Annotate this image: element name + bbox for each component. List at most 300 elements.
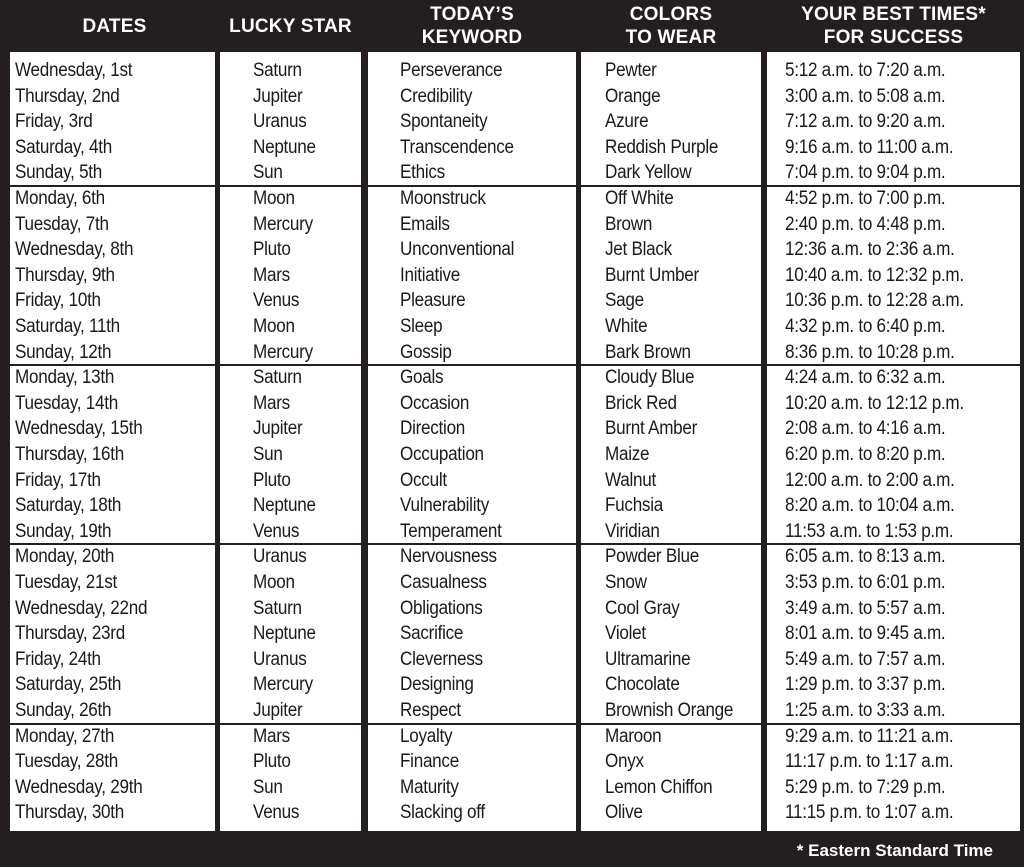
cell-text: Uranus	[253, 546, 307, 568]
table-cell-color	[581, 288, 761, 314]
cell-text: 2:08 a.m. to 4:16 a.m.	[785, 418, 946, 440]
cell-text: Tuesday, 14th	[15, 392, 118, 414]
column-lucky-star	[220, 52, 361, 831]
table-cell-color	[581, 749, 761, 775]
cell-text: 11:53 a.m. to 1:53 p.m.	[785, 520, 954, 542]
cell-text: Jupiter	[253, 700, 303, 721]
table-cell-star	[220, 596, 361, 622]
table-cell-color	[581, 570, 761, 596]
table-cell-star	[220, 263, 361, 289]
table-cell-color	[581, 186, 761, 212]
table-cell-keyword	[368, 237, 576, 263]
table-cell-date	[10, 519, 215, 545]
week-divider	[581, 723, 761, 725]
week-divider	[10, 364, 215, 366]
header-lucky-star: LUCKY STAR	[229, 15, 352, 37]
table-cell-keyword	[368, 570, 576, 596]
cell-text: Jupiter	[253, 418, 303, 440]
table-cell-color	[581, 109, 761, 135]
week-divider	[368, 723, 576, 725]
table-cell-keyword	[368, 468, 576, 494]
table-cell-keyword	[368, 672, 576, 698]
cell-text: Cloudy Blue	[605, 367, 695, 389]
table-cell-date	[10, 493, 215, 519]
table-cell-keyword	[368, 519, 576, 545]
cell-text: 9:29 a.m. to 11:21 a.m.	[785, 725, 954, 747]
table-cell-color	[581, 544, 761, 570]
table-cell-time	[767, 340, 1020, 366]
cell-text: Tuesday, 7th	[15, 213, 109, 235]
table-cell-keyword	[368, 749, 576, 775]
cell-text: Wednesday, 15th	[15, 418, 143, 440]
cell-text: Neptune	[253, 495, 316, 517]
table-cell-keyword	[368, 58, 576, 84]
table-cell-keyword	[368, 596, 576, 622]
header-dates: DATES	[82, 15, 147, 37]
cell-text: Mars	[253, 392, 290, 414]
table-cell-time	[767, 775, 1020, 801]
cell-text: Walnut	[605, 469, 656, 491]
table-cell-time	[767, 519, 1020, 545]
cell-text: Thursday, 16th	[15, 444, 125, 465]
cell-text: Mercury	[253, 674, 313, 696]
cell-text: Maturity	[400, 776, 459, 798]
cell-text: Ethics	[400, 162, 445, 184]
table-cell-time	[767, 621, 1020, 647]
week-divider	[220, 364, 361, 366]
week-divider	[581, 185, 761, 187]
cell-text: Burnt Umber	[605, 264, 699, 286]
cell-text: 8:36 p.m. to 10:28 p.m.	[785, 341, 955, 363]
table-cell-date	[10, 58, 215, 84]
table-cell-star	[220, 544, 361, 570]
table-cell-date	[10, 84, 215, 110]
table-cell-time	[767, 84, 1020, 110]
cell-text: Jet Black	[605, 239, 672, 261]
table-cell-date	[10, 570, 215, 596]
table-cell-star	[220, 621, 361, 647]
cell-text: Onyx	[605, 751, 644, 773]
column-dates	[10, 52, 215, 831]
cell-text: Gossip	[400, 341, 452, 363]
table-cell-star	[220, 416, 361, 442]
cell-text: 6:05 a.m. to 8:13 a.m.	[785, 546, 946, 568]
cell-text: Pleasure	[400, 290, 466, 312]
table-cell-star	[220, 391, 361, 417]
cell-text: Sun	[253, 776, 283, 798]
cell-text: 7:12 a.m. to 9:20 a.m.	[785, 111, 946, 133]
table-cell-date	[10, 135, 215, 161]
cell-text: Wednesday, 8th	[15, 239, 134, 261]
table-cell-keyword	[368, 544, 576, 570]
table-cell-star	[220, 212, 361, 238]
cell-text: Saturn	[253, 597, 302, 619]
week-divider	[368, 364, 576, 366]
table-cell-star	[220, 775, 361, 801]
cell-text: Bark Brown	[605, 341, 691, 363]
cell-text: Saturday, 4th	[15, 136, 112, 158]
table-cell-time	[767, 724, 1020, 750]
cell-text: Temperament	[400, 520, 502, 542]
cell-text: 4:24 a.m. to 6:32 a.m.	[785, 367, 946, 389]
table-cell-star	[220, 570, 361, 596]
table-cell-star	[220, 647, 361, 673]
table-cell-keyword	[368, 135, 576, 161]
table-cell-color	[581, 135, 761, 161]
cell-text: Friday, 17th	[15, 469, 101, 491]
cell-text: Friday, 10th	[15, 290, 101, 312]
table-cell-color	[581, 596, 761, 622]
table-cell-color	[581, 621, 761, 647]
table-cell-star	[220, 314, 361, 340]
cell-text: Jupiter	[253, 85, 303, 107]
week-divider	[10, 185, 215, 187]
table-cell-keyword	[368, 263, 576, 289]
cell-text: Moon	[253, 316, 295, 337]
table-cell-time	[767, 493, 1020, 519]
cell-text: Thursday, 9th	[15, 264, 115, 286]
cell-text: Perseverance	[400, 60, 503, 81]
cell-text: 3:53 p.m. to 6:01 p.m.	[785, 572, 946, 593]
table-cell-keyword	[368, 84, 576, 110]
cell-text: Moonstruck	[400, 188, 486, 209]
table-cell-date	[10, 263, 215, 289]
table-cell-date	[10, 212, 215, 238]
table-cell-time	[767, 749, 1020, 775]
table-cell-time	[767, 109, 1020, 135]
cell-text: Sunday, 12th	[15, 341, 112, 363]
week-divider	[767, 723, 1020, 725]
cell-text: Ultramarine	[605, 648, 691, 670]
cell-text: Uranus	[253, 648, 307, 670]
table-cell-date	[10, 596, 215, 622]
week-divider	[368, 543, 576, 545]
cell-text: Sun	[253, 162, 283, 184]
cell-text: Goals	[400, 367, 444, 389]
cell-text: Brick Red	[605, 392, 677, 414]
footnote: * Eastern Standard Time	[796, 841, 993, 860]
cell-text: 10:40 a.m. to 12:32 p.m.	[785, 264, 964, 286]
cell-text: Pewter	[605, 60, 657, 81]
cell-text: Direction	[400, 418, 466, 440]
table-cell-star	[220, 519, 361, 545]
cell-text: Friday, 24th	[15, 648, 101, 670]
table-cell-time	[767, 596, 1020, 622]
table-cell-date	[10, 314, 215, 340]
header-best-times: YOUR BEST TIMES* FOR SUCCESS	[801, 4, 986, 48]
cell-text: Mercury	[253, 341, 313, 363]
table-cell-time	[767, 314, 1020, 340]
table-cell-keyword	[368, 340, 576, 366]
table-cell-color	[581, 84, 761, 110]
cell-text: White	[605, 316, 648, 337]
table-cell-color	[581, 647, 761, 673]
week-divider	[581, 364, 761, 366]
cell-text: Initiative	[400, 264, 461, 286]
column-colors	[581, 52, 761, 831]
table-cell-color	[581, 212, 761, 238]
cell-text: Cleverness	[400, 648, 483, 670]
cell-text: Saturday, 11th	[15, 316, 120, 337]
table-cell-star	[220, 698, 361, 724]
cell-text: Obligations	[400, 597, 483, 619]
cell-text: 7:04 p.m. to 9:04 p.m.	[785, 162, 946, 184]
cell-text: Reddish Purple	[605, 136, 719, 158]
cell-text: Brownish Orange	[605, 700, 734, 721]
cell-text: Viridian	[605, 520, 660, 542]
table-cell-star	[220, 109, 361, 135]
table-cell-star	[220, 160, 361, 186]
cell-text: Neptune	[253, 623, 316, 645]
cell-text: Snow	[605, 572, 647, 593]
cell-text: Dark Yellow	[605, 162, 692, 184]
week-divider	[10, 543, 215, 545]
cell-text: Venus	[253, 520, 300, 542]
table-cell-date	[10, 621, 215, 647]
cell-text: Maize	[605, 444, 650, 465]
cell-text: Friday, 3rd	[15, 111, 93, 133]
table-cell-color	[581, 391, 761, 417]
table-cell-time	[767, 570, 1020, 596]
cell-text: Sage	[605, 290, 644, 312]
table-cell-date	[10, 416, 215, 442]
cell-text: Occult	[400, 469, 447, 491]
table-cell-keyword	[368, 800, 576, 826]
table-cell-color	[581, 263, 761, 289]
cell-text: Wednesday, 22nd	[15, 597, 148, 619]
table-cell-date	[10, 186, 215, 212]
cell-text: Vulnerability	[400, 495, 490, 517]
table-cell-time	[767, 416, 1020, 442]
table-cell-time	[767, 442, 1020, 468]
cell-text: Emails	[400, 213, 450, 235]
cell-text: Olive	[605, 802, 643, 824]
table-cell-time	[767, 365, 1020, 391]
cell-text: 3:49 a.m. to 5:57 a.m.	[785, 597, 946, 619]
table-cell-time	[767, 160, 1020, 186]
cell-text: Saturn	[253, 60, 302, 81]
table-cell-time	[767, 672, 1020, 698]
table-cell-time	[767, 800, 1020, 826]
cell-text: Burnt Amber	[605, 418, 698, 440]
table-cell-keyword	[368, 493, 576, 519]
cell-text: Pluto	[253, 239, 291, 261]
cell-text: Monday, 27th	[15, 725, 115, 747]
table-cell-keyword	[368, 647, 576, 673]
cell-text: Credibility	[400, 85, 473, 107]
cell-text: Monday, 20th	[15, 546, 115, 568]
table-cell-time	[767, 212, 1020, 238]
cell-text: Uranus	[253, 111, 307, 133]
cell-text: Occupation	[400, 444, 484, 465]
table-cell-keyword	[368, 698, 576, 724]
cell-text: Mercury	[253, 213, 313, 235]
week-divider	[10, 723, 215, 725]
table-cell-date	[10, 468, 215, 494]
table-cell-star	[220, 493, 361, 519]
table-cell-date	[10, 672, 215, 698]
table-cell-star	[220, 672, 361, 698]
column-keyword	[368, 52, 576, 831]
cell-text: Neptune	[253, 136, 316, 158]
table-cell-star	[220, 724, 361, 750]
table-cell-star	[220, 237, 361, 263]
week-divider	[767, 364, 1020, 366]
cell-text: Off White	[605, 188, 674, 209]
table-cell-color	[581, 493, 761, 519]
table-cell-star	[220, 288, 361, 314]
week-divider	[220, 723, 361, 725]
cell-text: Wednesday, 1st	[15, 60, 133, 81]
header-colors: COLORS TO WEAR	[625, 4, 717, 48]
table-cell-color	[581, 58, 761, 84]
cell-text: Unconventional	[400, 239, 515, 261]
cell-text: Sleep	[400, 316, 443, 337]
cell-text: 1:25 a.m. to 3:33 a.m.	[785, 700, 946, 721]
cell-text: Maroon	[605, 725, 662, 747]
cell-text: Spontaneity	[400, 111, 488, 133]
week-divider	[767, 185, 1020, 187]
table-cell-color	[581, 237, 761, 263]
cell-text: Mars	[253, 264, 290, 286]
cell-text: Loyalty	[400, 725, 453, 747]
cell-text: Mars	[253, 725, 290, 747]
cell-text: 8:01 a.m. to 9:45 a.m.	[785, 623, 946, 645]
table-cell-date	[10, 698, 215, 724]
cell-text: Transcendence	[400, 136, 514, 158]
cell-text: Cool Gray	[605, 597, 680, 619]
cell-text: Venus	[253, 802, 300, 824]
cell-text: 4:52 p.m. to 7:00 p.m.	[785, 188, 946, 209]
cell-text: Sacrifice	[400, 623, 464, 645]
table-cell-color	[581, 160, 761, 186]
cell-text: Moon	[253, 572, 295, 593]
cell-text: 12:36 a.m. to 2:36 a.m.	[785, 239, 955, 261]
table-cell-keyword	[368, 186, 576, 212]
table-cell-date	[10, 237, 215, 263]
table-cell-date	[10, 724, 215, 750]
cell-text: Pluto	[253, 751, 291, 773]
cell-text: Fuchsia	[605, 495, 663, 517]
cell-text: Tuesday, 21st	[15, 572, 118, 593]
cell-text: Chocolate	[605, 674, 680, 696]
table-cell-color	[581, 800, 761, 826]
column-best-times	[767, 52, 1020, 831]
cell-text: 10:20 a.m. to 12:12 p.m.	[785, 392, 964, 414]
cell-text: 6:20 p.m. to 8:20 p.m.	[785, 444, 946, 465]
table-cell-color	[581, 519, 761, 545]
cell-text: Saturday, 25th	[15, 674, 122, 696]
cell-text: 3:00 a.m. to 5:08 a.m.	[785, 85, 946, 107]
week-divider	[767, 543, 1020, 545]
table-cell-star	[220, 800, 361, 826]
table-cell-color	[581, 416, 761, 442]
cell-text: 4:32 p.m. to 6:40 p.m.	[785, 316, 946, 337]
cell-text: Casualness	[400, 572, 487, 593]
table-cell-date	[10, 365, 215, 391]
week-divider	[220, 185, 361, 187]
cell-text: Venus	[253, 290, 300, 312]
cell-text: Azure	[605, 111, 649, 133]
cell-text: Sunday, 26th	[15, 700, 112, 721]
table-cell-color	[581, 775, 761, 801]
table-cell-keyword	[368, 288, 576, 314]
cell-text: Orange	[605, 85, 661, 107]
table-cell-star	[220, 84, 361, 110]
table-header	[0, 0, 1024, 52]
table-cell-date	[10, 442, 215, 468]
table-cell-color	[581, 468, 761, 494]
table-cell-color	[581, 698, 761, 724]
cell-text: Sunday, 5th	[15, 162, 103, 184]
cell-text: 5:29 p.m. to 7:29 p.m.	[785, 776, 946, 798]
table-cell-time	[767, 647, 1020, 673]
table-cell-color	[581, 365, 761, 391]
cell-text: Saturn	[253, 367, 302, 389]
table-cell-date	[10, 775, 215, 801]
table-cell-time	[767, 186, 1020, 212]
table-cell-date	[10, 544, 215, 570]
table-cell-time	[767, 698, 1020, 724]
cell-text: Thursday, 30th	[15, 802, 125, 824]
table-cell-star	[220, 468, 361, 494]
table-cell-date	[10, 340, 215, 366]
table-cell-star	[220, 365, 361, 391]
cell-text: Lemon Chiffon	[605, 776, 713, 798]
cell-text: Nervousness	[400, 546, 497, 568]
table-cell-keyword	[368, 724, 576, 750]
cell-text: 11:17 p.m. to 1:17 a.m.	[785, 751, 954, 773]
cell-text: Finance	[400, 751, 459, 773]
table-cell-time	[767, 391, 1020, 417]
cell-text: Sunday, 19th	[15, 520, 112, 542]
cell-text: Sun	[253, 444, 283, 465]
table-cell-time	[767, 288, 1020, 314]
cell-text: Slacking off	[400, 802, 485, 824]
cell-text: Powder Blue	[605, 546, 699, 568]
table-cell-color	[581, 724, 761, 750]
table-cell-date	[10, 160, 215, 186]
table-cell-time	[767, 237, 1020, 263]
cell-text: 12:00 a.m. to 2:00 a.m.	[785, 469, 955, 491]
week-divider	[368, 185, 576, 187]
cell-text: 5:12 a.m. to 7:20 a.m.	[785, 60, 946, 81]
cell-text: Thursday, 23rd	[15, 623, 125, 645]
table-cell-keyword	[368, 775, 576, 801]
table-cell-star	[220, 340, 361, 366]
cell-text: Brown	[605, 213, 653, 235]
table-cell-keyword	[368, 314, 576, 340]
table-cell-star	[220, 186, 361, 212]
header-keyword: TODAY’S KEYWORD	[421, 4, 523, 48]
table-cell-star	[220, 442, 361, 468]
cell-text: Thursday, 2nd	[15, 85, 120, 107]
cell-text: 8:20 a.m. to 10:04 a.m.	[785, 495, 955, 517]
table-cell-color	[581, 672, 761, 698]
cell-text: 1:29 p.m. to 3:37 p.m.	[785, 674, 946, 696]
cell-text: Moon	[253, 188, 295, 209]
table-cell-date	[10, 800, 215, 826]
cell-text: 10:36 p.m. to 12:28 a.m.	[785, 290, 964, 312]
cell-text: Monday, 13th	[15, 367, 115, 389]
cell-text: Violet	[605, 623, 646, 645]
cell-text: Pluto	[253, 469, 291, 491]
table-cell-time	[767, 263, 1020, 289]
week-divider	[581, 543, 761, 545]
cell-text: 5:49 a.m. to 7:57 a.m.	[785, 648, 946, 670]
cell-text: Occasion	[400, 392, 470, 414]
table-cell-date	[10, 749, 215, 775]
